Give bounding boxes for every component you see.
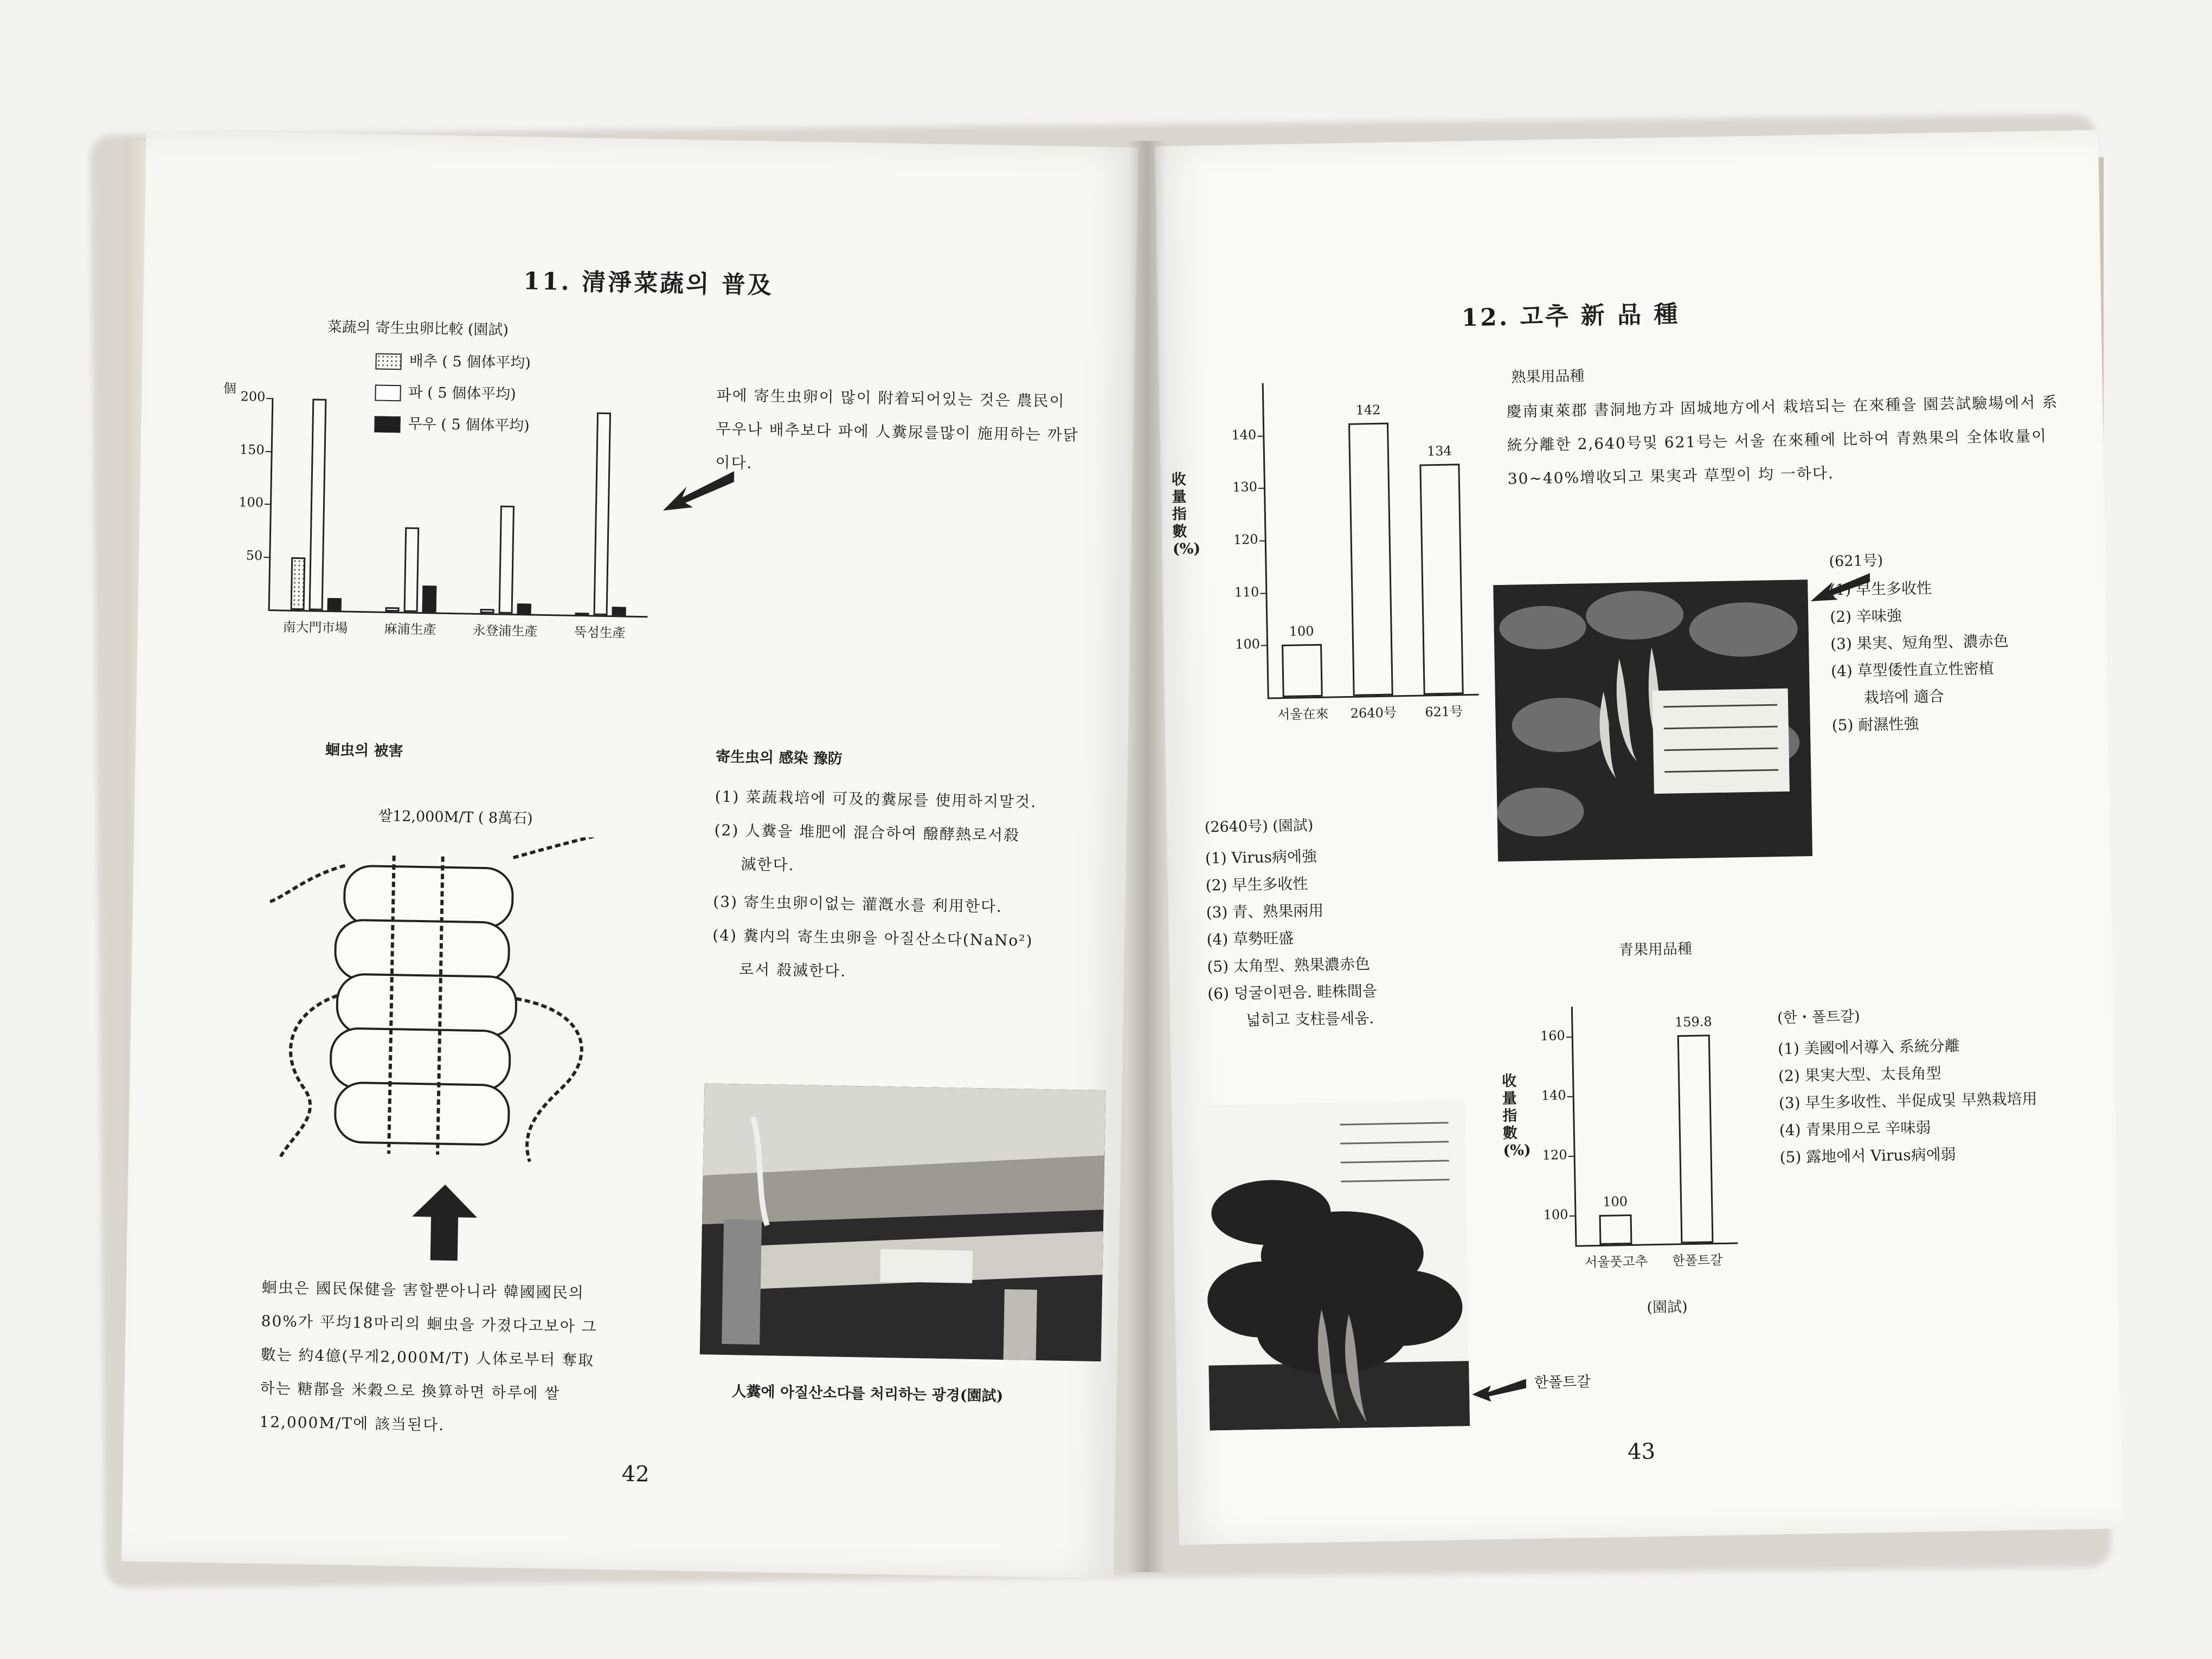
hanpol-item: (5) 露地에서 Virus病에弱 bbox=[1779, 1145, 1957, 1167]
prevention-item: 로서 殺滅한다. bbox=[738, 960, 847, 980]
x-tick-label: 麻浦生產 bbox=[384, 621, 436, 638]
x-tick-label: 621号 bbox=[1425, 704, 1463, 720]
y-tick bbox=[1258, 488, 1264, 489]
arrow-icon bbox=[660, 465, 737, 515]
y-axis bbox=[1571, 1007, 1577, 1245]
y-tick-label: 140 bbox=[1541, 1088, 1566, 1103]
hanpol-item: (3) 早生多收性、半促成및 早熟栽培用 bbox=[1778, 1089, 2037, 1113]
x-tick-label: 南大門市場 bbox=[282, 619, 348, 636]
prevention-list bbox=[712, 780, 1095, 992]
data-label: 100 bbox=[1289, 623, 1314, 640]
damage-paragraph: 蛔虫은 國民保健을 害할뿐아니라 韓國國民의 80%가 平均18마리의 蛔虫을 가졌다고보아 그數는 約4億(무게2,000M/T) 人体로부터 奪取하는 糖鄁을 米穀으로 換算하면 하루에 쌀12,000M/T에 該当된다. bbox=[259, 1278, 597, 1434]
green-heading: 青果用品種 bbox=[1618, 940, 1693, 959]
variety-2640-item: (3) 青、熟果兩用 bbox=[1206, 901, 1324, 922]
parasite-egg-chart bbox=[219, 381, 657, 644]
variety-621-item: 栽培에 適合 bbox=[1863, 687, 1945, 707]
y-tick bbox=[1566, 1037, 1572, 1038]
y-tick bbox=[1257, 435, 1263, 436]
variety-2640-item: (2) 早生多收性 bbox=[1205, 874, 1308, 895]
variety-621-item: (5) 耐濕性強 bbox=[1831, 715, 1919, 735]
ripe-heading: 熟果用品種 bbox=[1511, 368, 1585, 386]
hanpol-item: (4) 青果用으로 辛味弱 bbox=[1779, 1118, 1931, 1140]
chart-bar bbox=[1419, 464, 1463, 695]
left-page-title: 11. 清淨菜蔬의 普及 bbox=[523, 267, 774, 300]
y-tick-label: 120 bbox=[1542, 1147, 1567, 1163]
y-tick bbox=[266, 451, 271, 452]
y-tick-label: 130 bbox=[1232, 479, 1258, 495]
y-tick bbox=[1570, 1216, 1575, 1217]
hanpol-heading: (한・폴트갈) bbox=[1777, 1008, 1860, 1027]
variety-2640-item: (4) 草勢旺盛 bbox=[1206, 929, 1294, 949]
legend-item-cabbage bbox=[375, 351, 531, 385]
variety-621-heading: (621号) bbox=[1829, 552, 1883, 570]
prevention-item: 滅한다. bbox=[741, 855, 795, 874]
rice-bags-illustration bbox=[258, 832, 622, 1185]
x-tick-label: 永登浦生產 bbox=[472, 622, 538, 639]
chart-bar bbox=[612, 607, 626, 616]
chart-bar bbox=[422, 586, 436, 612]
variety-621-list bbox=[1829, 573, 2060, 739]
x-tick-label: 서울풋고추 bbox=[1584, 1253, 1648, 1270]
arrow-icon bbox=[1469, 1376, 1529, 1404]
roundworm-heading: 蛔虫의 被害 bbox=[325, 741, 403, 760]
y-tick-label: 160 bbox=[1540, 1028, 1565, 1044]
y-tick bbox=[1567, 1096, 1573, 1097]
y-tick bbox=[266, 398, 272, 399]
y-tick-label: 50 bbox=[246, 547, 263, 563]
prevention-item: (3) 寄生虫卵이없는 灌漑水를 利用한다. bbox=[713, 892, 1003, 916]
variety-2640-list bbox=[1205, 840, 1490, 1035]
page-number-left: 42 bbox=[621, 1461, 650, 1487]
data-label: 159.8 bbox=[1674, 1014, 1712, 1030]
variety-621-item: (2) 辛味強 bbox=[1830, 607, 1902, 626]
y-tick bbox=[1568, 1156, 1574, 1157]
y-tick-label: 200 bbox=[240, 389, 266, 404]
chart-bar bbox=[290, 557, 305, 610]
y-unit-label: 個 bbox=[223, 381, 236, 396]
data-label: 134 bbox=[1426, 443, 1452, 459]
intro-paragraph: 파에 寄生虫卵이 많이 附着되어있는 것은 農民이 무우나 배추보다 파에 人糞尿를많이 施用하는 까닭이다. bbox=[715, 386, 1079, 472]
prevention-heading: 寄生虫의 感染 豫防 bbox=[715, 748, 843, 768]
photo-caption: 人糞에 아질산소다를 처리하는 광경(園試) bbox=[731, 1383, 1004, 1405]
x-tick-label: 2640号 bbox=[1350, 705, 1397, 721]
chart-bar bbox=[498, 506, 514, 614]
y-tick-label: 100 bbox=[1543, 1206, 1568, 1223]
data-label: 142 bbox=[1355, 402, 1381, 418]
left-page bbox=[121, 130, 1139, 1579]
prevention-item: (2) 人糞을 堆肥에 混合하여 醱酵熱로서殺 bbox=[714, 821, 1020, 845]
y-axis-label-1: 收量指數(%) bbox=[1171, 471, 1201, 558]
variety-621-item: (4) 草型倭性直立性密植 bbox=[1830, 659, 1994, 680]
hanpol-list bbox=[1778, 1030, 2084, 1171]
y-tick-label: 140 bbox=[1231, 427, 1257, 443]
hanpol-item: (1) 美國에서導入 系統分離 bbox=[1777, 1037, 1960, 1058]
y-tick bbox=[1260, 593, 1265, 594]
up-arrow-icon bbox=[409, 1181, 481, 1264]
y-tick bbox=[1259, 541, 1265, 542]
chart-bar bbox=[1348, 423, 1393, 696]
y-tick bbox=[265, 504, 270, 505]
variety-2640-item: (1) Virus病에強 bbox=[1205, 847, 1317, 867]
chart-bar bbox=[1599, 1214, 1632, 1245]
page-number-right: 43 bbox=[1627, 1439, 1656, 1465]
variety-621-item: (1) 早生多收性 bbox=[1829, 579, 1932, 599]
legend-label: 파 ( 5 個体平均) bbox=[408, 384, 516, 403]
chart-bar bbox=[308, 398, 326, 610]
data-label: 100 bbox=[1602, 1194, 1628, 1210]
y-tick bbox=[263, 556, 269, 557]
chart-bar bbox=[593, 412, 611, 615]
prevention-item: (4) 糞内의 寄生虫卵을 아질산소다(NaNo²) bbox=[712, 926, 1033, 950]
x-tick-label: 서울在來 bbox=[1277, 706, 1329, 723]
y-tick-label: 100 bbox=[1235, 636, 1261, 652]
rice-label: 쌀12,000M/T ( 8萬石) bbox=[378, 807, 533, 827]
y-tick bbox=[1261, 645, 1266, 646]
green-yield-chart bbox=[1511, 982, 1744, 1278]
pepper-plant-photo bbox=[1204, 1101, 1470, 1430]
variety-2640-heading: (2640号) (園試) bbox=[1204, 817, 1314, 836]
y-axis-label-2: 收量指數(%) bbox=[1501, 1072, 1531, 1160]
legend-label: 배추 ( 5 個体平均) bbox=[409, 352, 531, 372]
variety-2640-item: 넓히고 支柱를세움. bbox=[1245, 1009, 1374, 1030]
chart-caption: 菜蔬의 寄生虫卵比較 (園試) bbox=[327, 318, 509, 339]
x-tick-label: 뚝섬生產 bbox=[574, 624, 626, 641]
chart-bar bbox=[403, 527, 419, 612]
variety-2640-item: (5) 太角型、熟果濃赤色 bbox=[1207, 955, 1371, 976]
prevention-item: (1) 菜蔬栽培에 可及的糞尿를 使用하지말것. bbox=[715, 787, 1037, 811]
y-tick-label: 100 bbox=[238, 494, 264, 510]
right-page bbox=[1155, 130, 2123, 1545]
book-gutter bbox=[1128, 141, 1166, 1572]
legend-swatch-dotted bbox=[375, 353, 402, 370]
ripe-paragraph: 慶南東萊郡 書洞地方과 固城地方에서 栽培되는 在來種을 園芸試驗場에서 系統分離한 2,640号및 621号는 서울 在來種에 比하여 青熟果의 全体收量이 30~40%增收되고 果実과 草型이 均 一하다. bbox=[1506, 393, 2059, 488]
y-tick-label: 110 bbox=[1234, 584, 1259, 600]
chart-bar bbox=[385, 607, 399, 612]
hanpol-item: (2) 果実大型、太長角型 bbox=[1778, 1064, 1941, 1085]
y-tick-label: 150 bbox=[239, 441, 265, 458]
x-tick-label: 한폴트갈 bbox=[1672, 1252, 1723, 1269]
chart-bar bbox=[480, 609, 494, 613]
chart-bar bbox=[1677, 1034, 1714, 1243]
chart-bar bbox=[1282, 644, 1323, 697]
chart-bar bbox=[327, 598, 341, 611]
legend-label: 무우 ( 5 個体平均) bbox=[408, 415, 530, 435]
photo-label: 한폴트갈 bbox=[1534, 1373, 1591, 1392]
chart-bar bbox=[517, 603, 531, 614]
chart-bar bbox=[575, 613, 589, 616]
green-source: (園試) bbox=[1647, 1298, 1688, 1316]
y-tick-label: 120 bbox=[1233, 531, 1258, 548]
variety-2640-item: (6) 덩굴이편음. 畦株間을 bbox=[1207, 982, 1378, 1003]
variety-621-item: (3) 果実、短角型、濃赤色 bbox=[1830, 632, 2009, 653]
yield-index-chart bbox=[1180, 357, 1490, 731]
treatment-photo bbox=[700, 1083, 1106, 1361]
right-page-title: 12. 고추 新 品 種 bbox=[1461, 300, 1680, 332]
pepper-621-photo bbox=[1493, 580, 1812, 861]
